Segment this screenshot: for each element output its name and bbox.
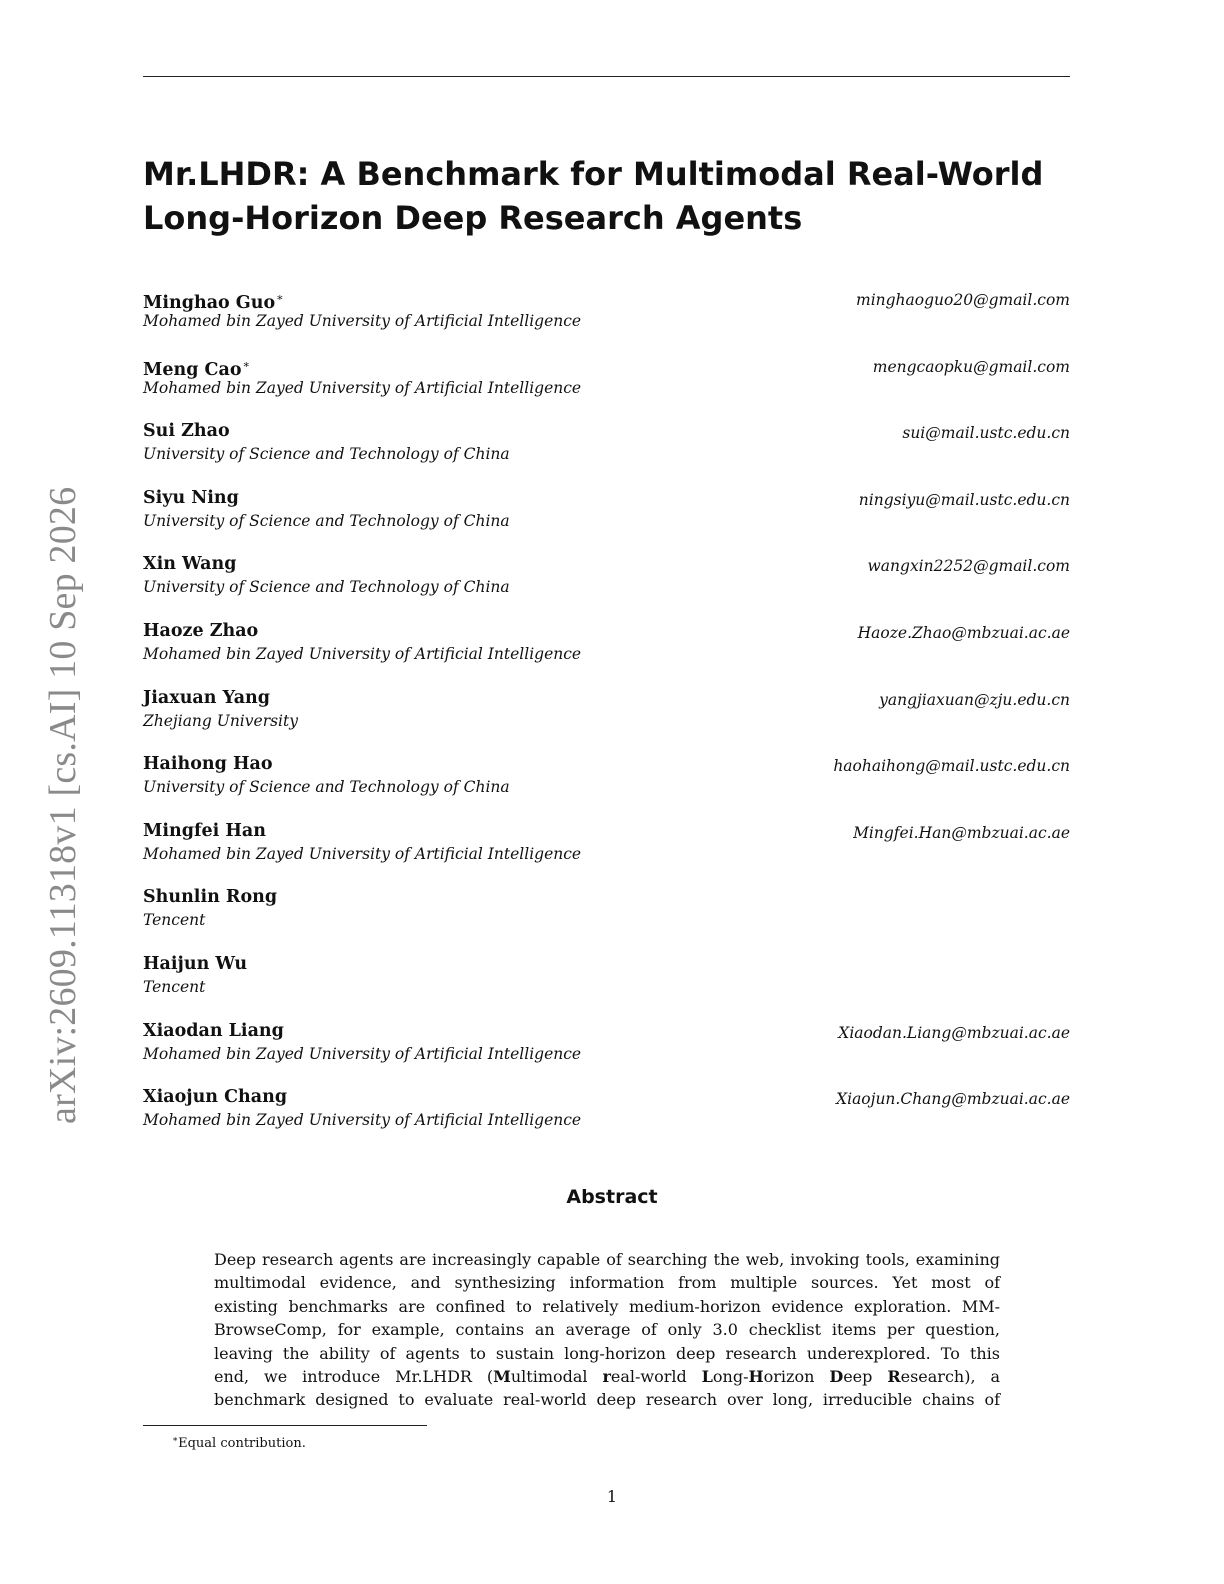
author-entry — [143, 552, 1070, 619]
author-entry — [143, 952, 1070, 1019]
abstract-line: benchmark designed to evaluate real-world deep research over long, irreducible chains of — [214, 1390, 1000, 1410]
equal-contribution-mark: ∗ — [276, 291, 284, 304]
author-affiliation: University of Science and Technology of China — [143, 778, 510, 797]
author-name — [143, 752, 273, 776]
header-rule — [143, 76, 1070, 77]
page-number: 1 — [606, 1487, 618, 1506]
footnote-mark: ∗ — [172, 1435, 179, 1445]
author-name-text: Siyu Ning — [143, 487, 239, 508]
paper-title — [143, 152, 1070, 240]
author-name-text: Sui Zhao — [143, 421, 230, 442]
author-affiliation: University of Science and Technology of China — [143, 578, 510, 597]
author-name-text: Haihong Hao — [143, 754, 273, 775]
author-name — [143, 952, 247, 976]
abstract-line: multimodal evidence, and synthesizing information from multiple sources. Yet most of — [214, 1273, 1000, 1293]
author-name-text: Meng Cao — [143, 359, 242, 380]
author-entry — [143, 752, 1070, 819]
author-name-text: Haoze Zhao — [143, 620, 259, 641]
author-name-text: Mingfei Han — [143, 820, 266, 841]
author-name-text: Xin Wang — [143, 554, 237, 575]
author-name — [143, 885, 277, 909]
author-entry — [143, 819, 1070, 886]
author-name-text: Jiaxuan Yang — [143, 687, 271, 708]
author-affiliation: Mohamed bin Zayed University of Artificial Intelligence — [143, 378, 582, 397]
author-entry — [143, 1085, 1070, 1152]
author-email: yangjiaxuan@zju.edu.cn — [879, 690, 1070, 709]
author-entry — [143, 353, 1070, 420]
author-affiliation: Tencent — [143, 977, 206, 996]
author-affiliation: Mohamed bin Zayed University of Artificial Intelligence — [143, 1111, 582, 1130]
author-entry — [143, 686, 1070, 753]
abstract-heading: Abstract — [566, 1186, 658, 1208]
author-email: Xiaojun.Chang@mbzuai.ac.ae — [836, 1090, 1070, 1109]
title-line-1: Mr.LHDR: A Benchmark for Multimodal Real-World — [143, 155, 1044, 193]
footnote — [172, 1431, 306, 1453]
arxiv-identifier-stamp: arXiv:2609.11318v1 [cs.AI] 10 Sep 2026 — [42, 486, 84, 1124]
author-email: ningsiyu@mail.ustc.edu.cn — [858, 490, 1070, 509]
author-affiliation: Mohamed bin Zayed University of Artificial Intelligence — [143, 1044, 582, 1063]
author-name-text: Shunlin Rong — [143, 887, 278, 908]
author-list — [143, 286, 1070, 1152]
author-entry — [143, 1019, 1070, 1086]
author-affiliation: Mohamed bin Zayed University of Artificial Intelligence — [143, 844, 582, 863]
title-line-2: Long-Horizon Deep Research Agents — [143, 199, 803, 237]
author-email: Xiaodan.Liang@mbzuai.ac.ae — [838, 1023, 1070, 1042]
author-entry — [143, 619, 1070, 686]
author-affiliation: University of Science and Technology of China — [143, 511, 510, 530]
author-entry — [143, 486, 1070, 553]
author-name-text: Minghao Guo — [143, 293, 276, 313]
author-name — [143, 1085, 287, 1109]
equal-contribution-mark: ∗ — [242, 357, 250, 371]
author-name — [143, 819, 266, 843]
author-name — [143, 1019, 284, 1043]
abstract-body — [214, 1248, 1000, 1412]
abstract-line: leaving the ability of agents to sustain long-horizon deep research underexplored. To this — [214, 1343, 1000, 1363]
author-affiliation: Mohamed bin Zayed University of Artificial Intelligence — [143, 644, 582, 663]
author-entry — [143, 286, 1070, 353]
abstract-line: end, we introduce Mr.LHDR (Multimodal real-world Long-Horizon Deep Research), a — [214, 1367, 1000, 1387]
abstract-line: BrowseComp, for example, contains an average of only 3.0 checklist items per question, — [214, 1320, 1000, 1340]
author-affiliation: University of Science and Technology of China — [143, 445, 510, 464]
abstract-line: Deep research agents are increasingly capable of searching the web, invoking tools, examining — [214, 1250, 1000, 1269]
footnote-text: Equal contribution. — [178, 1436, 306, 1451]
author-email: Mingfei.Han@mbzuai.ac.ae — [853, 823, 1070, 842]
author-name — [143, 619, 258, 643]
author-affiliation: Tencent — [143, 911, 206, 930]
author-email: sui@mail.ustc.edu.cn — [902, 424, 1070, 443]
author-affiliation: Mohamed bin Zayed University of Artificial Intelligence — [143, 312, 582, 330]
author-email: wangxin2252@gmail.com — [867, 557, 1070, 576]
author-name-text: Haijun Wu — [143, 953, 248, 974]
author-email: mengcaopku@gmail.com — [872, 357, 1070, 376]
author-entry — [143, 419, 1070, 486]
author-email: haohaihong@mail.ustc.edu.cn — [833, 757, 1070, 776]
author-name — [143, 486, 239, 510]
author-name-text: Xiaojun Chang — [143, 1087, 288, 1108]
author-affiliation: Zhejiang University — [143, 711, 298, 730]
author-name — [143, 552, 236, 576]
footnote-rule — [143, 1425, 427, 1426]
abstract-line: existing benchmarks are confined to relatively medium-horizon evidence exploration. MM- — [214, 1296, 1000, 1316]
author-name — [143, 686, 270, 710]
author-name-text: Xiaodan Liang — [143, 1020, 284, 1041]
author-email: minghaoguo20@gmail.com — [856, 291, 1070, 309]
author-email: Haoze.Zhao@mbzuai.ac.ae — [857, 623, 1070, 642]
author-entry — [143, 885, 1070, 952]
author-name — [143, 419, 230, 443]
